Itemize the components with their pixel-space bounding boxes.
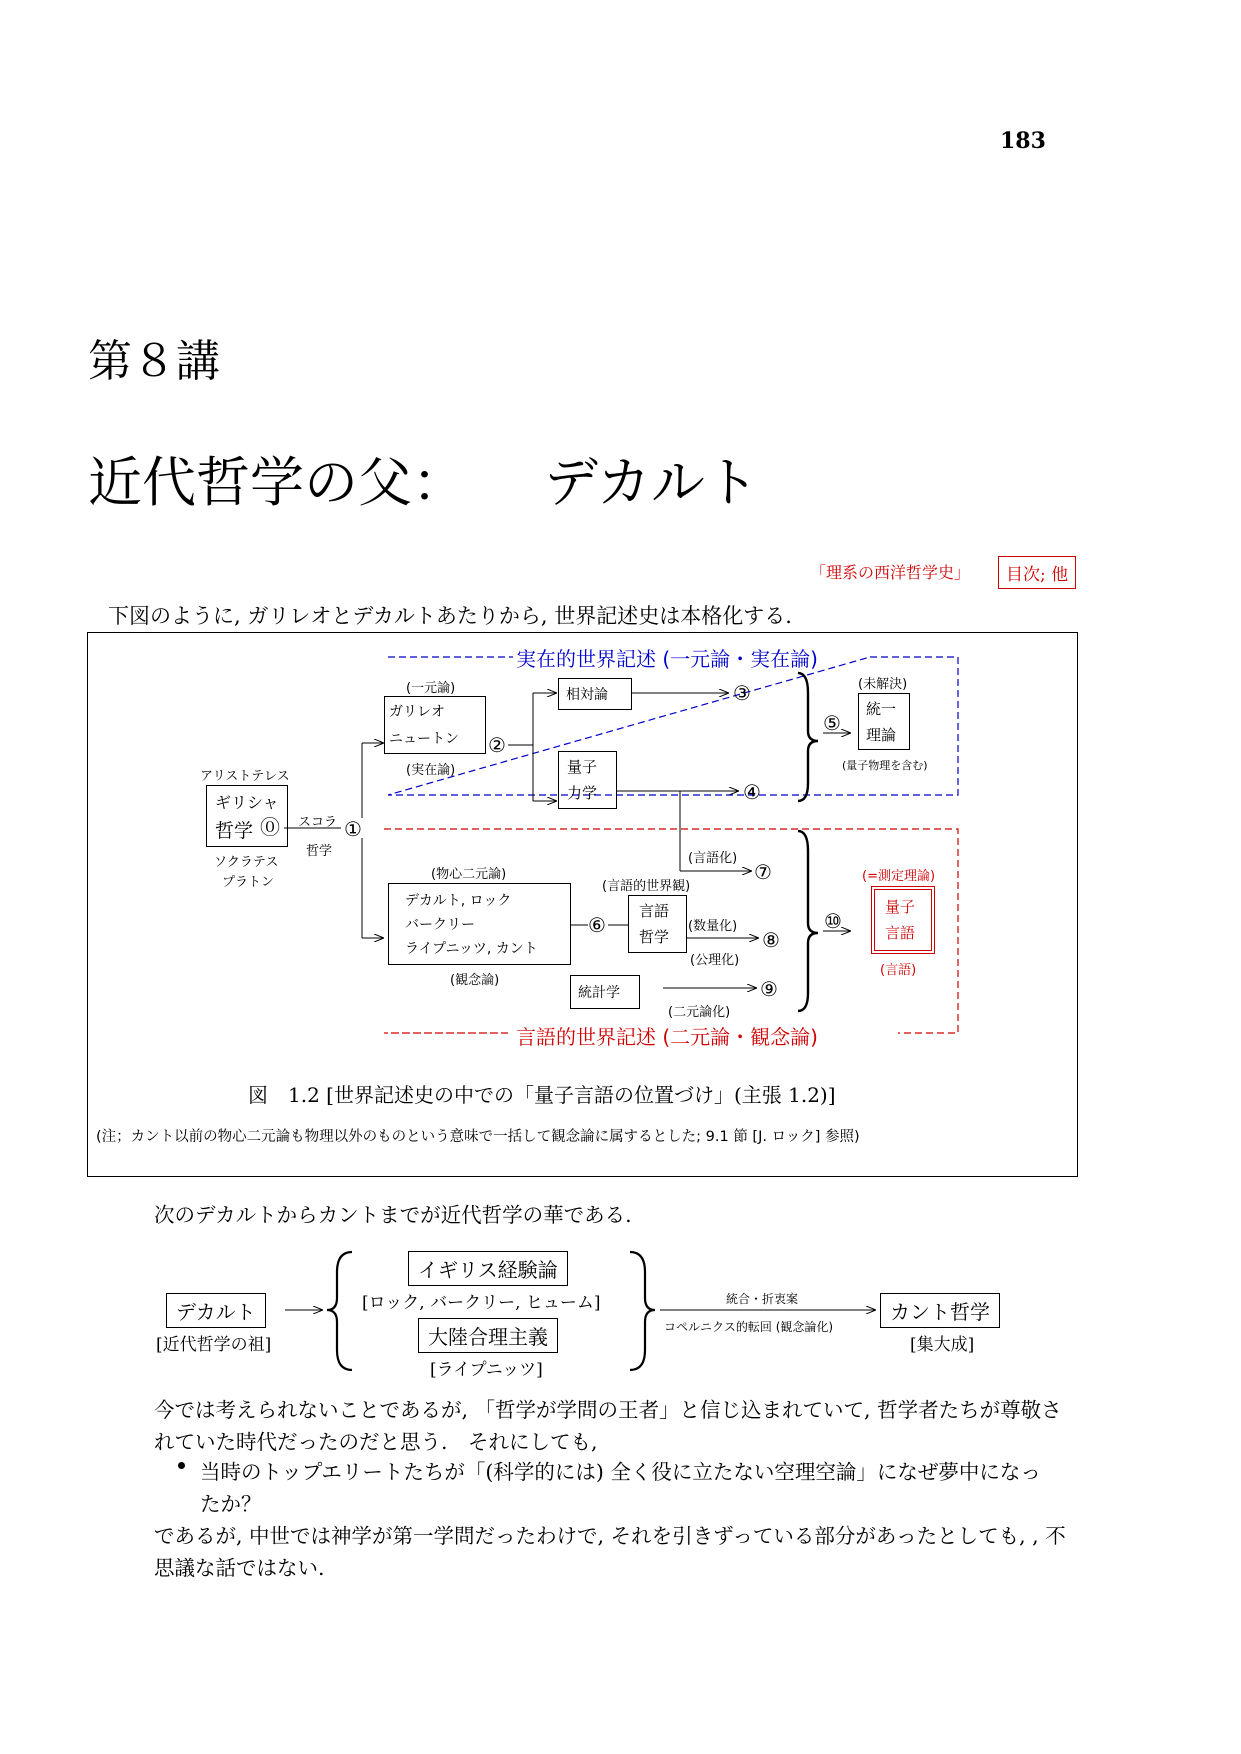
- socrates-label: ソクラテス: [214, 855, 279, 870]
- page-number: 183: [1000, 128, 1046, 154]
- scholastic-label-1: スコラ: [298, 815, 338, 830]
- paragraph-2-line-2: 思議な話ではない.: [154, 1556, 325, 1580]
- circle-10: ⑩: [824, 909, 842, 933]
- chapter-title: [88, 440, 759, 517]
- kant-sub: [集大成]: [910, 1335, 975, 1355]
- plato-label: プラトン: [222, 875, 275, 890]
- realism-label: (実在論): [406, 763, 456, 778]
- quantum-language-box: 量子 言語: [874, 889, 932, 951]
- british-empiricism-sub: [ロック, バークリー, ヒューム]: [362, 1293, 601, 1313]
- lower-brace: [798, 831, 818, 1011]
- british-empiricism-box: イギリス経験論: [408, 1251, 568, 1286]
- dualism-label: (物心二元論): [431, 867, 507, 882]
- axiomatization-label: (公理化): [690, 953, 740, 968]
- paragraph-1-line-2: れていた時代だったのだと思う. それにしても,: [154, 1430, 598, 1454]
- chapter-title-sub: デカルト: [544, 451, 759, 514]
- circle-6: ⑥: [588, 913, 606, 937]
- circle-7: ⑦: [754, 860, 772, 884]
- circle-2: ②: [488, 733, 506, 757]
- kant-box: カント哲学: [880, 1293, 1000, 1328]
- aristotle-label: アリストテレス: [200, 769, 290, 784]
- linguistic-worldview-label: (言語的世界観): [602, 879, 691, 894]
- chapter-title-main: 近代哲学の父：: [88, 451, 466, 514]
- paragraph-1-line-1: 今では考えられないことであるが, 「哲学が学問の王者」と信じ込まれていて, 哲学者たちが尊敬さ: [154, 1398, 1062, 1422]
- toc-button[interactable]: 目次; 他: [998, 556, 1076, 589]
- circle-5: ⑤: [823, 711, 841, 735]
- arrow-bottom-label: コペルニクス的転回 (観念論化): [664, 1320, 834, 1334]
- descartes-box: デカルト: [166, 1293, 266, 1328]
- unified-theory-box: 統一 理論: [858, 693, 910, 750]
- lingization-label: (言語化): [688, 851, 738, 866]
- arrow-top-label: 統合・折衷案: [726, 1292, 799, 1306]
- linguistic-philosophy-box: 言語 哲学: [628, 895, 687, 953]
- continental-rationalism-sub: [ライプニッツ]: [430, 1360, 543, 1380]
- relativity-box: 相対論: [558, 678, 632, 710]
- series-link[interactable]: 「理系の西洋哲学史」: [810, 563, 971, 582]
- circle-4: ④: [743, 780, 761, 804]
- measurement-theory-label: (=測定理論): [862, 869, 936, 884]
- linguistic-title: 言語的世界記述 (二元論・観念論): [516, 1025, 818, 1049]
- upper-brace: [798, 673, 818, 801]
- sentence-2: 次のデカルトからカントまでが近代哲学の華である.: [154, 1203, 632, 1227]
- circle-0: ⓪: [260, 815, 280, 839]
- flow-left-brace: [327, 1252, 352, 1370]
- circle-8: ⑧: [762, 928, 780, 952]
- lecture-number: 第８講: [88, 336, 220, 387]
- continental-rationalism-box: 大陸合理主義: [418, 1318, 558, 1353]
- greek-philosophy-box: ギリシャ 哲学: [206, 785, 288, 847]
- circle-3: ③: [733, 681, 751, 705]
- bullet-icon: [178, 1462, 185, 1469]
- galileo-box: ガリレオ ニュートン: [384, 696, 486, 754]
- figure-note: (注；カント以前の物心二元論も物理以外のものという意味で一括して観念論に属するとした; 9.1 節 [J. ロック] 参照): [96, 1129, 860, 1145]
- descartes-sub: [近代哲学の祖]: [156, 1335, 272, 1355]
- bullet-line-2: たか？: [200, 1492, 262, 1516]
- flow-right-brace: [630, 1252, 655, 1370]
- intro-text: 下図のように, ガリレオとデカルトあたりから, 世界記述史は本格化する.: [108, 604, 792, 628]
- descartes-box: デカルト, ロック バークリー ライプニッツ, カント: [388, 883, 571, 965]
- paragraph-2-line-1: であるが, 中世では神学が第一学問だったわけで, それを引きずっている部分があったとしても, , 不: [154, 1524, 1066, 1548]
- figure-frame: [87, 632, 1078, 1177]
- language-label: (言語): [880, 963, 917, 978]
- unsolved-label: (未解決): [858, 677, 908, 692]
- idealism-label: (観念論): [450, 973, 500, 988]
- quantum-mechanics-box: 量子 力学: [558, 751, 617, 809]
- unified-note: (量子物理を含む): [842, 759, 928, 772]
- figure-caption: 図 1.2 [世界記述史の中での「量子言語の位置づけ」(主張 1.2)]: [248, 1083, 836, 1107]
- monism-label: (一元論): [406, 681, 456, 696]
- quantification-label: (数量化): [688, 919, 738, 934]
- scholastic-label-2: 哲学: [306, 844, 333, 859]
- statistics-box: 統計学: [570, 975, 640, 1009]
- circle-9: ⑨: [760, 977, 778, 1001]
- circle-1: ①: [344, 817, 362, 841]
- dualization-label: (二元論化): [668, 1005, 731, 1020]
- realism-title: 実在的世界記述 (一元論・実在論): [516, 647, 818, 671]
- bullet-line-1: 当時のトップエリートたちが「(科学的には) 全く役に立たない空理空論」になぜ夢中になっ: [200, 1460, 1041, 1484]
